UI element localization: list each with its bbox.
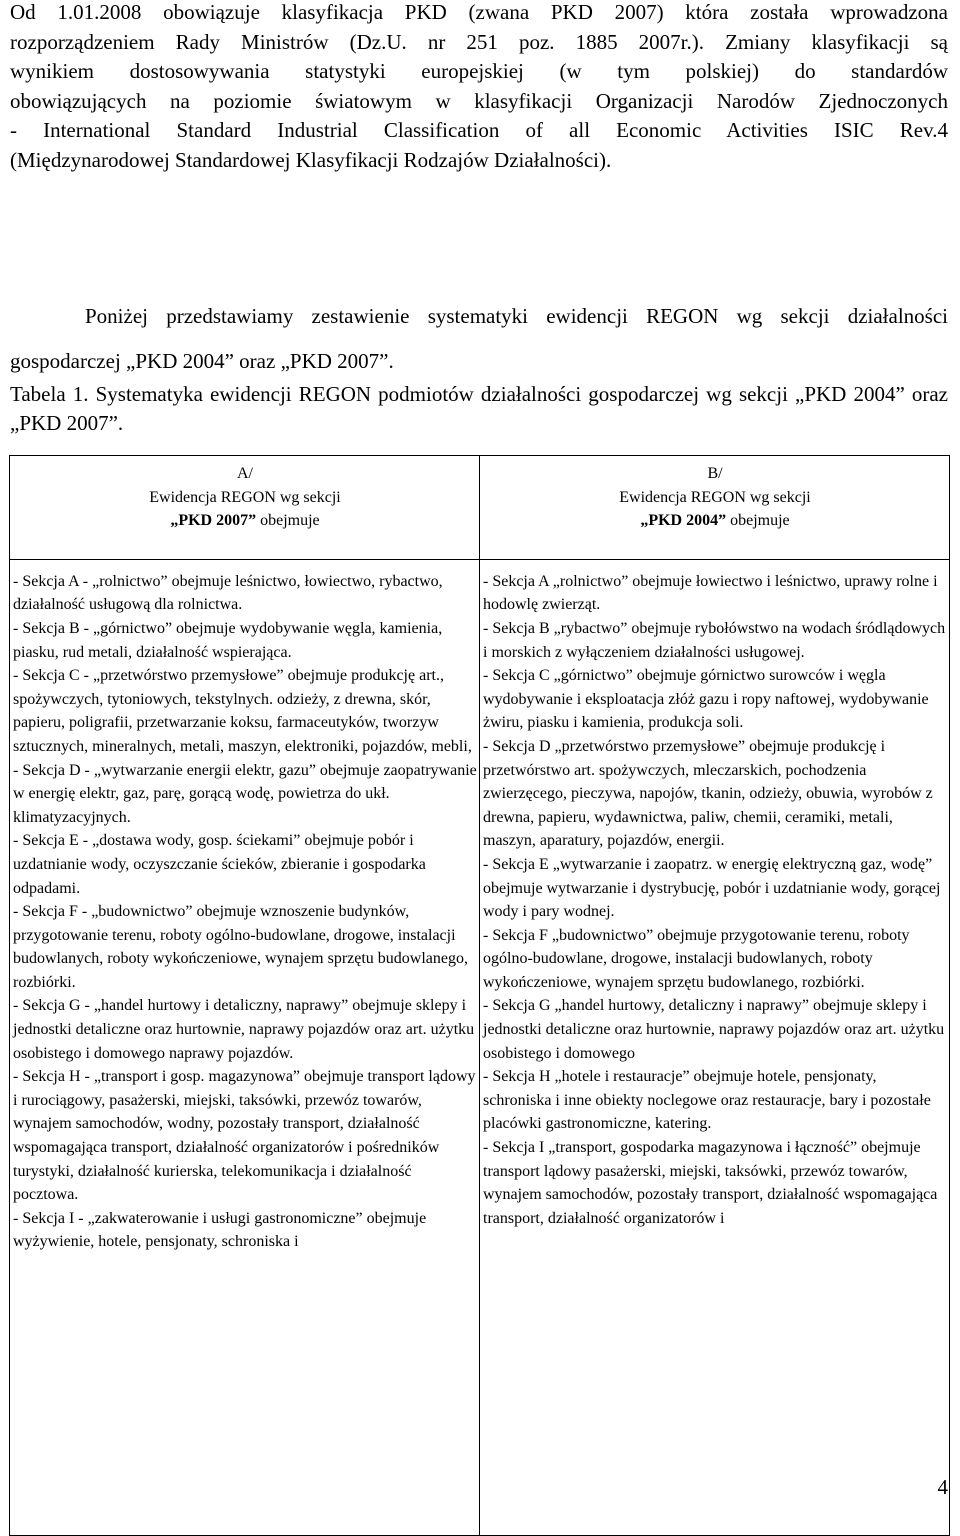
section-entry: - Sekcja C - „przetwórstwo przemysłowe” obejmuje produkcję art., spożywczych, tytoniowych, tekstylnych. odzieży, z drewna, skór, papieru, poligrafii, przetwarzanie koksu, farmaceutyków, tworzyw sztucznych, mineralnych, metali, maszyn, elektroniki, pojazdów, mebli,: [13, 667, 472, 755]
header-title: [483, 509, 947, 533]
intro-line: (Międzynarodowej Standardowej Klasyfikacji Rodzajów Działalności).: [10, 147, 612, 172]
section-entry: - Sekcja D „przetwórstwo przemysłowe” obejmuje produkcję i przetwórstwo art. spożywczych, mleczarskich, pochodzenia zwierzęcego, pieczywa, napojów, tkanin, odzieży, obuwia, wyrobów z drewna, papieru, wydawnictwa, paliw, chemii, ceramiki, metali, maszyn, aparatury, pojazdów, energii.: [483, 737, 933, 850]
intro-line: - International Standard Industrial Classification of all Economic Activities ISIC Rev.4: [10, 118, 948, 143]
header-letter: B/: [707, 465, 723, 482]
section-entry: - Sekcja G „handel hurtowy, detaliczny i naprawy” obejmuje sklepy i jednostki detaliczne oraz hurtownie, naprawy pojazdów oraz art. użytku osobistego i domowego: [483, 997, 945, 1062]
header-cell-pkd2004: [480, 456, 950, 560]
header-bold: „PKD 2004”: [640, 512, 727, 530]
header-suffix: obejmuje: [726, 512, 790, 530]
section-entry: - Sekcja G - „handel hurtowy i detaliczny, naprawy” obejmuje sklepy i jednostki detaliczne oraz hurtownie, naprawy pojazdów oraz art. użytku osobistego i domowego naprawy pojazdów.: [13, 997, 475, 1062]
section-entry: - Sekcja F „budownictwo” obejmuje przygotowanie terenu, roboty ogólno-budowlane, drogowe, instalacji budowlanych, roboty wykończeniowe, wynajem sprzętu budowlanego, rozbiórki.: [483, 926, 910, 991]
header-suffix: obejmuje: [256, 512, 320, 530]
table-header-row: [10, 456, 950, 560]
section-entry: - Sekcja H „hotele i restauracje” obejmuje hotele, pensjonaty, schroniska i inne obiekty noclegowe oraz restauracje, bary i pozostałe placówki gastronomiczne, katering.: [483, 1068, 931, 1133]
section-entry: - Sekcja C „górnictwo” obejmuje górnictwo surowców i węgla wydobywanie i eksploatacja złóż gazu i ropy naftowej, wydobywanie żwiru, piasku i kamienia, produkcja soli.: [483, 667, 929, 732]
intro-line: wynikiem dostosowywania statystyki europejskiej (w tym polskiej) do standardów: [10, 59, 948, 84]
section-entry: - Sekcja E „wytwarzanie i zaopatrz. w energię elektryczną gaz, wodę” obejmuje wytwarzanie i dystrybucję, pobór i uzdatnianie wody, gorącej wody i pary wodnej.: [483, 855, 941, 921]
section-entry: - Sekcja A „rolnictwo” obejmuje łowiectwo i leśnictwo, uprawy rolne i hodowlę zwierząt.: [483, 572, 938, 614]
header-cell-pkd2007: [10, 456, 480, 560]
section-entry: - Sekcja B - „górnictwo” obejmuje wydobywanie węgla, kamienia, piasku, rud metali, działalność wspierająca.: [13, 619, 443, 661]
intro-paragraph: [10, 0, 948, 176]
section-entry: - Sekcja D - „wytwarzanie energii elektr, gazu” obejmuje zaopatrywanie w energię elektr, gaz, parę, gorącą wodę, powietrza do ukł. klimatyzacyjnych.: [13, 761, 477, 826]
table-caption: Tabela 1. Systematyka ewidencji REGON podmiotów działalności gospodarczej wg sekcji „PKD 2004” oraz „PKD 2007”.: [10, 382, 948, 435]
comparison-table: [9, 455, 950, 1536]
summary-paragraph: Poniżej przedstawiamy zestawienie systematyki ewidencji REGON wg sekcji działalności gospodarczej „PKD 2004” oraz „PKD 2007”.: [10, 304, 948, 373]
header-subtitle: Ewidencja REGON wg sekcji: [619, 488, 811, 506]
pkd2007-sections-cell: [10, 559, 480, 1535]
intro-line: Od 1.01.2008 obowiązuje klasyfikacja PKD (zwana PKD 2007) która została wprowadzona: [10, 0, 948, 24]
intro-line: obowiązujących na poziomie światowym w klasyfikacji Organizacji Narodów Zjednoczonych: [10, 88, 948, 113]
section-entry: - Sekcja E - „dostawa wody, gosp. ściekami” obejmuje pobór i uzdatnianie wody, oczyszczanie ścieków, zbieranie i gospodarka odpadami.: [13, 832, 426, 897]
header-title: [13, 509, 477, 533]
section-entry: - Sekcja F - „budownictwo” obejmuje wznoszenie budynków, przygotowanie terenu, roboty ogólno-budowlane, drogowe, instalacji budowlanych, roboty wykończeniowe, wynajem sprzętu budowlanego, rozbiórki.: [13, 903, 468, 991]
page-number: 4: [937, 1475, 948, 1499]
header-bold: „PKD 2007”: [170, 512, 257, 530]
section-entry: - Sekcja I - „zakwaterowanie i usługi gastronomiczne” obejmuje wyżywienie, hotele, pensjonaty, schroniska i: [13, 1209, 427, 1251]
section-entry: - Sekcja H - „transport i gosp. magazynowa” obejmuje transport lądowy i rurociągowy, pasażerski, miejski, taksówki, przewóz towarów, wynajem samochodów, wodny, pozostały transport, działalność wspomagająca transport, działalność organizatorów i pośredników turystyki, działalność kurierska, telekomunikacja i działalność pocztowa.: [13, 1068, 476, 1204]
pkd2004-sections-cell: [480, 559, 950, 1535]
header-subtitle: Ewidencja REGON wg sekcji: [149, 488, 341, 506]
section-entry: - Sekcja B „rybactwo” obejmuje rybołówstwo na wodach śródlądowych i morskich z wyłączeniem działalności usługowej.: [483, 619, 946, 661]
table-body-row: [10, 559, 950, 1535]
header-letter: A/: [237, 465, 253, 482]
section-entry: - Sekcja A - „rolnictwo” obejmuje leśnictwo, łowiectwo, rybactwo, działalność usługową dla rolnictwa.: [13, 572, 443, 614]
section-entry: - Sekcja I „transport, gospodarka magazynowa i łączność” obejmuje transport lądowy pasażerski, miejski, taksówki, przewóz towarów, wynajem samochodów, pozostały transport, działalność wspomagająca transport, działalność organizatorów i: [483, 1139, 938, 1227]
intro-line: rozporządzeniem Rady Ministrów (Dz.U. nr 251 poz. 1885 2007r.). Zmiany klasyfikacji są: [10, 29, 948, 54]
